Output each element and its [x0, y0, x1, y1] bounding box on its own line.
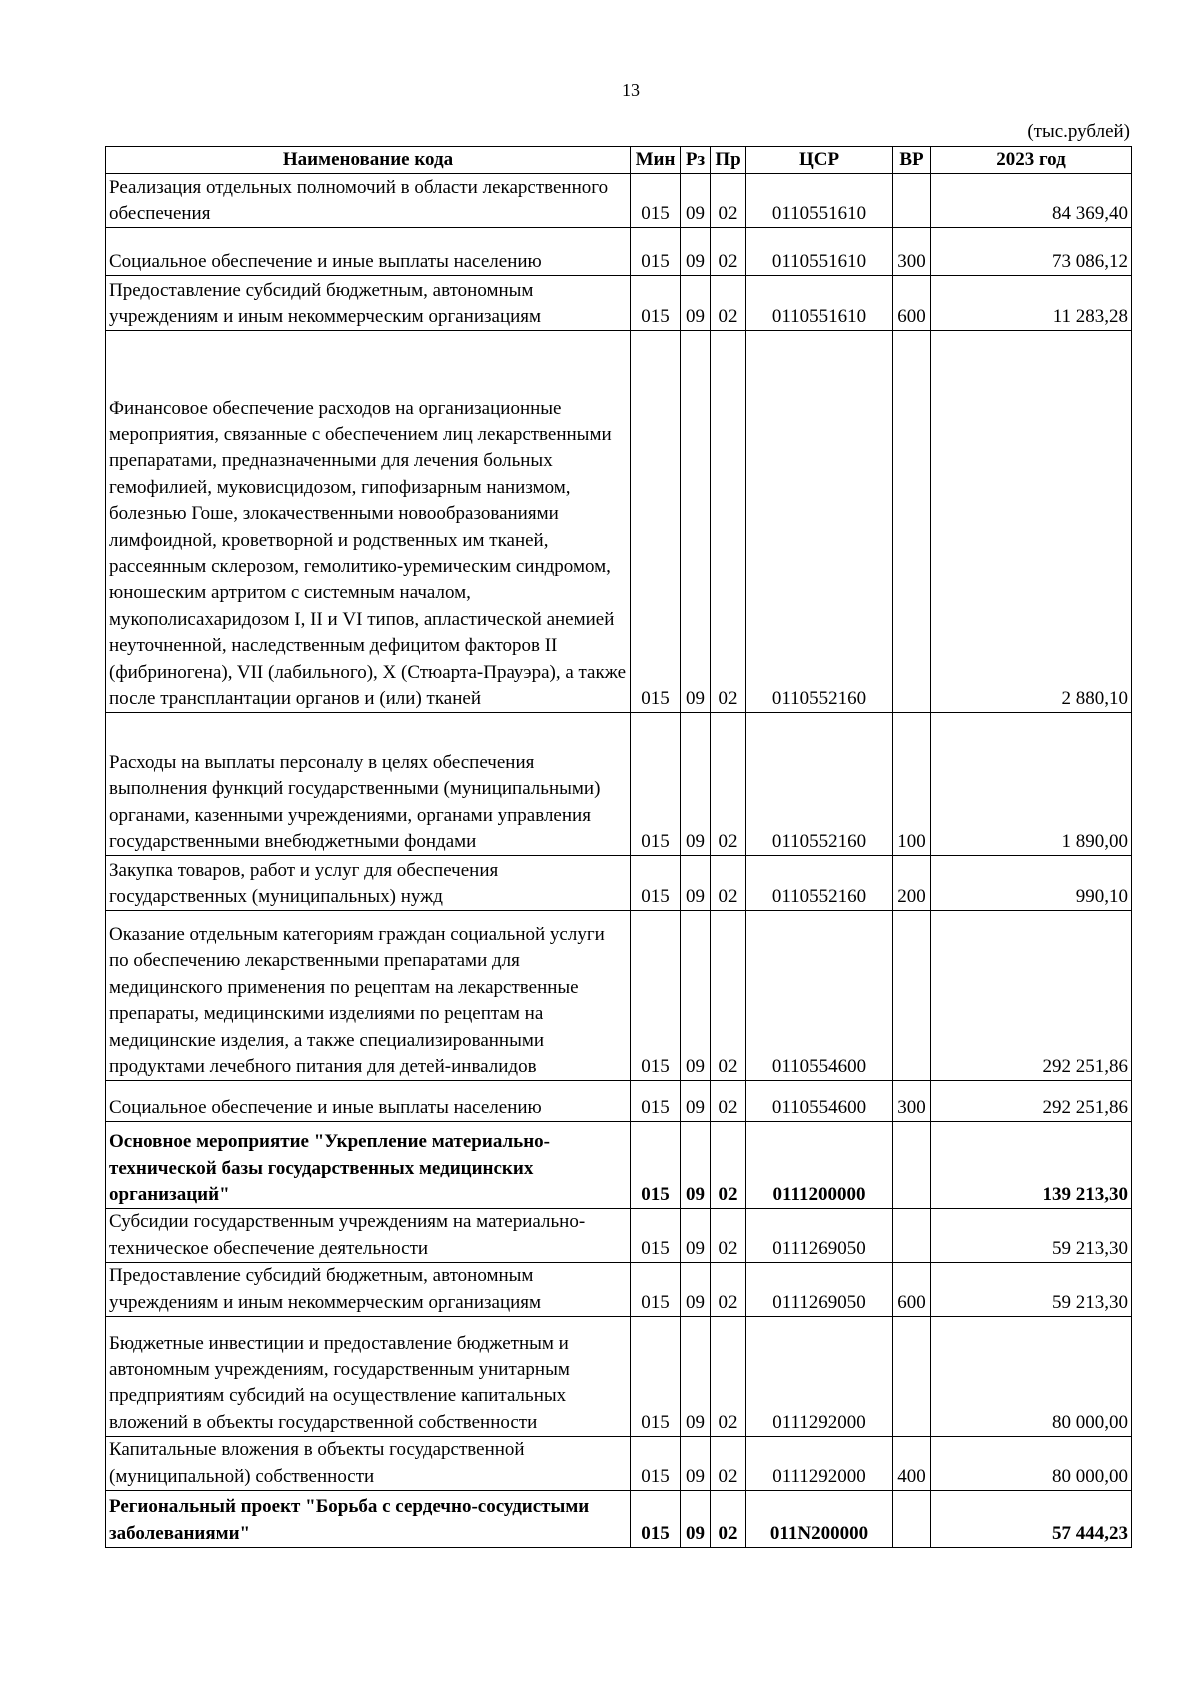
row-vr: 600: [893, 1263, 931, 1317]
budget-table: [105, 146, 1132, 1548]
table-row: [106, 1263, 1132, 1317]
row-name: Основное мероприятие "Укрепление материально-технической базы государственных медицинских организаций": [106, 1122, 631, 1209]
row-pr: 02: [711, 1122, 746, 1209]
row-vr: [893, 1317, 931, 1437]
row-min: 015: [631, 1081, 681, 1122]
row-rz: 09: [681, 276, 711, 331]
row-name: Предоставление субсидий бюджетным, автономным учреждениям и иным некоммерческим организациям: [106, 276, 631, 331]
row-rz: 09: [681, 713, 711, 856]
row-name: Бюджетные инвестиции и предоставление бюджетным и автономным учреждениям, государственным унитарным предприятиям субсидий на осуществление капитальных вложений в объекты государственной собственности: [106, 1317, 631, 1437]
row-rz: 09: [681, 1437, 711, 1491]
table-header-row: [106, 147, 1132, 174]
row-name: Капитальные вложения в объекты государственной (муниципальной) собственности: [106, 1437, 631, 1491]
row-csr: 0110554600: [746, 911, 893, 1081]
row-rz: 09: [681, 1122, 711, 1209]
row-csr: 0111269050: [746, 1263, 893, 1317]
row-amount: 11 283,28: [931, 276, 1132, 331]
row-min: 015: [631, 856, 681, 911]
row-pr: 02: [711, 713, 746, 856]
table-row: [106, 856, 1132, 911]
table-row: [106, 1437, 1132, 1491]
row-name: Закупка товаров, работ и услуг для обеспечения государственных (муниципальных) нужд: [106, 856, 631, 911]
row-rz: 09: [681, 1317, 711, 1437]
row-name: Предоставление субсидий бюджетным, автономным учреждениям и иным некоммерческим организациям: [106, 1263, 631, 1317]
row-vr: 100: [893, 713, 931, 856]
row-pr: 02: [711, 1317, 746, 1437]
row-pr: 02: [711, 1263, 746, 1317]
table-row: [106, 911, 1132, 1081]
row-rz: 09: [681, 331, 711, 713]
table-row: [106, 228, 1132, 276]
row-pr: 02: [711, 331, 746, 713]
row-amount: 1 890,00: [931, 713, 1132, 856]
row-name: Субсидии государственным учреждениям на материально-техническое обеспечение деятельности: [106, 1209, 631, 1263]
row-amount: 59 213,30: [931, 1263, 1132, 1317]
row-vr: [893, 174, 931, 228]
row-rz: 09: [681, 1263, 711, 1317]
row-pr: 02: [711, 276, 746, 331]
row-amount: 59 213,30: [931, 1209, 1132, 1263]
row-min: 015: [631, 1263, 681, 1317]
row-csr: 0111292000: [746, 1317, 893, 1437]
header-csr: ЦСР: [746, 147, 893, 174]
row-csr: 0110554600: [746, 1081, 893, 1122]
row-pr: 02: [711, 174, 746, 228]
row-min: 015: [631, 1317, 681, 1437]
row-min: 015: [631, 331, 681, 713]
header-year: 2023 год: [931, 147, 1132, 174]
header-vr: ВР: [893, 147, 931, 174]
units-label: (тыс.рублей): [1027, 121, 1130, 142]
row-vr: [893, 331, 931, 713]
row-csr: 0110552160: [746, 856, 893, 911]
row-vr: 200: [893, 856, 931, 911]
table-row: [106, 1317, 1132, 1437]
row-amount: 73 086,12: [931, 228, 1132, 276]
row-amount: 139 213,30: [931, 1122, 1132, 1209]
row-min: 015: [631, 1122, 681, 1209]
header-name: Наименование кода: [106, 147, 631, 174]
table-row: [106, 331, 1132, 713]
row-rz: 09: [681, 228, 711, 276]
row-min: 015: [631, 713, 681, 856]
row-name: Расходы на выплаты персоналу в целях обеспечения выполнения функций государственными (муниципальными) органами, казенными учреждениями, органами управления государственными внебюджетными фондами: [106, 713, 631, 856]
row-csr: 0111292000: [746, 1437, 893, 1491]
row-min: 015: [631, 911, 681, 1081]
row-min: 015: [631, 276, 681, 331]
row-csr: 0111200000: [746, 1122, 893, 1209]
row-pr: 02: [711, 1081, 746, 1122]
row-name: Социальное обеспечение и иные выплаты населению: [106, 228, 631, 276]
row-amount: 57 444,23: [931, 1491, 1132, 1548]
row-name: Оказание отдельным категориям граждан социальной услуги по обеспечению лекарственными препаратами для медицинского применения по рецептам на лекарственные препараты, медицинскими изделиями по рецептам на медицинские изделия, а также специализированными продуктами лечебного питания для детей-инвалидов: [106, 911, 631, 1081]
row-amount: 990,10: [931, 856, 1132, 911]
row-pr: 02: [711, 1209, 746, 1263]
row-vr: [893, 911, 931, 1081]
row-amount: 80 000,00: [931, 1437, 1132, 1491]
row-pr: 02: [711, 1491, 746, 1548]
header-rz: Рз: [681, 147, 711, 174]
row-vr: 600: [893, 276, 931, 331]
row-vr: 300: [893, 1081, 931, 1122]
row-amount: 80 000,00: [931, 1317, 1132, 1437]
header-pr: Пр: [711, 147, 746, 174]
row-rz: 09: [681, 1209, 711, 1263]
row-csr: 0111269050: [746, 1209, 893, 1263]
row-min: 015: [631, 228, 681, 276]
row-name: Социальное обеспечение и иные выплаты населению: [106, 1081, 631, 1122]
row-amount: 292 251,86: [931, 1081, 1132, 1122]
row-rz: 09: [681, 856, 711, 911]
row-csr: 0110551610: [746, 276, 893, 331]
row-name: Региональный проект "Борьба с сердечно-сосудистыми заболеваниями": [106, 1491, 631, 1548]
row-pr: 02: [711, 228, 746, 276]
row-amount: 84 369,40: [931, 174, 1132, 228]
row-vr: 400: [893, 1437, 931, 1491]
row-name: Финансовое обеспечение расходов на организационные мероприятия, связанные с обеспечением лиц лекарственными препаратами, предназначенными для лечения больных гемофилией, муковисцидозом, гипофизарным нанизмом, болезнью Гоше, злокачественными новообразованиями лимфоидной, кроветворной и родственных им тканей, рассеянным склерозом, гемолитико-уремическим синдромом, юношеским артритом с системным началом, мукополисахаридозом I, II и VI типов, апластической анемией неуточненной, наследственным дефицитом факторов II (фибриногена), VII (лабильного), X (Стюарта-Прауэра), а также после трансплантации органов и (или) тканей: [106, 331, 631, 713]
table-row: [106, 276, 1132, 331]
row-rz: 09: [681, 1491, 711, 1548]
row-vr: [893, 1209, 931, 1263]
table-row: [106, 713, 1132, 856]
table-row: [106, 174, 1132, 228]
row-name: Реализация отдельных полномочий в области лекарственного обеспечения: [106, 174, 631, 228]
row-vr: [893, 1122, 931, 1209]
row-pr: 02: [711, 911, 746, 1081]
row-min: 015: [631, 1437, 681, 1491]
row-min: 015: [631, 1209, 681, 1263]
row-csr: 0110552160: [746, 713, 893, 856]
row-vr: 300: [893, 228, 931, 276]
row-vr: [893, 1491, 931, 1548]
table-row: [106, 1081, 1132, 1122]
row-min: 015: [631, 1491, 681, 1548]
table-row: [106, 1491, 1132, 1548]
row-rz: 09: [681, 1081, 711, 1122]
table-row: [106, 1122, 1132, 1209]
row-csr: 0110551610: [746, 228, 893, 276]
row-csr: 011N200000: [746, 1491, 893, 1548]
row-min: 015: [631, 174, 681, 228]
row-pr: 02: [711, 1437, 746, 1491]
row-pr: 02: [711, 856, 746, 911]
row-rz: 09: [681, 174, 711, 228]
row-amount: 2 880,10: [931, 331, 1132, 713]
page-number: 13: [622, 80, 640, 100]
row-csr: 0110552160: [746, 331, 893, 713]
row-csr: 0110551610: [746, 174, 893, 228]
row-amount: 292 251,86: [931, 911, 1132, 1081]
row-rz: 09: [681, 911, 711, 1081]
table-row: [106, 1209, 1132, 1263]
header-min: Мин: [631, 147, 681, 174]
